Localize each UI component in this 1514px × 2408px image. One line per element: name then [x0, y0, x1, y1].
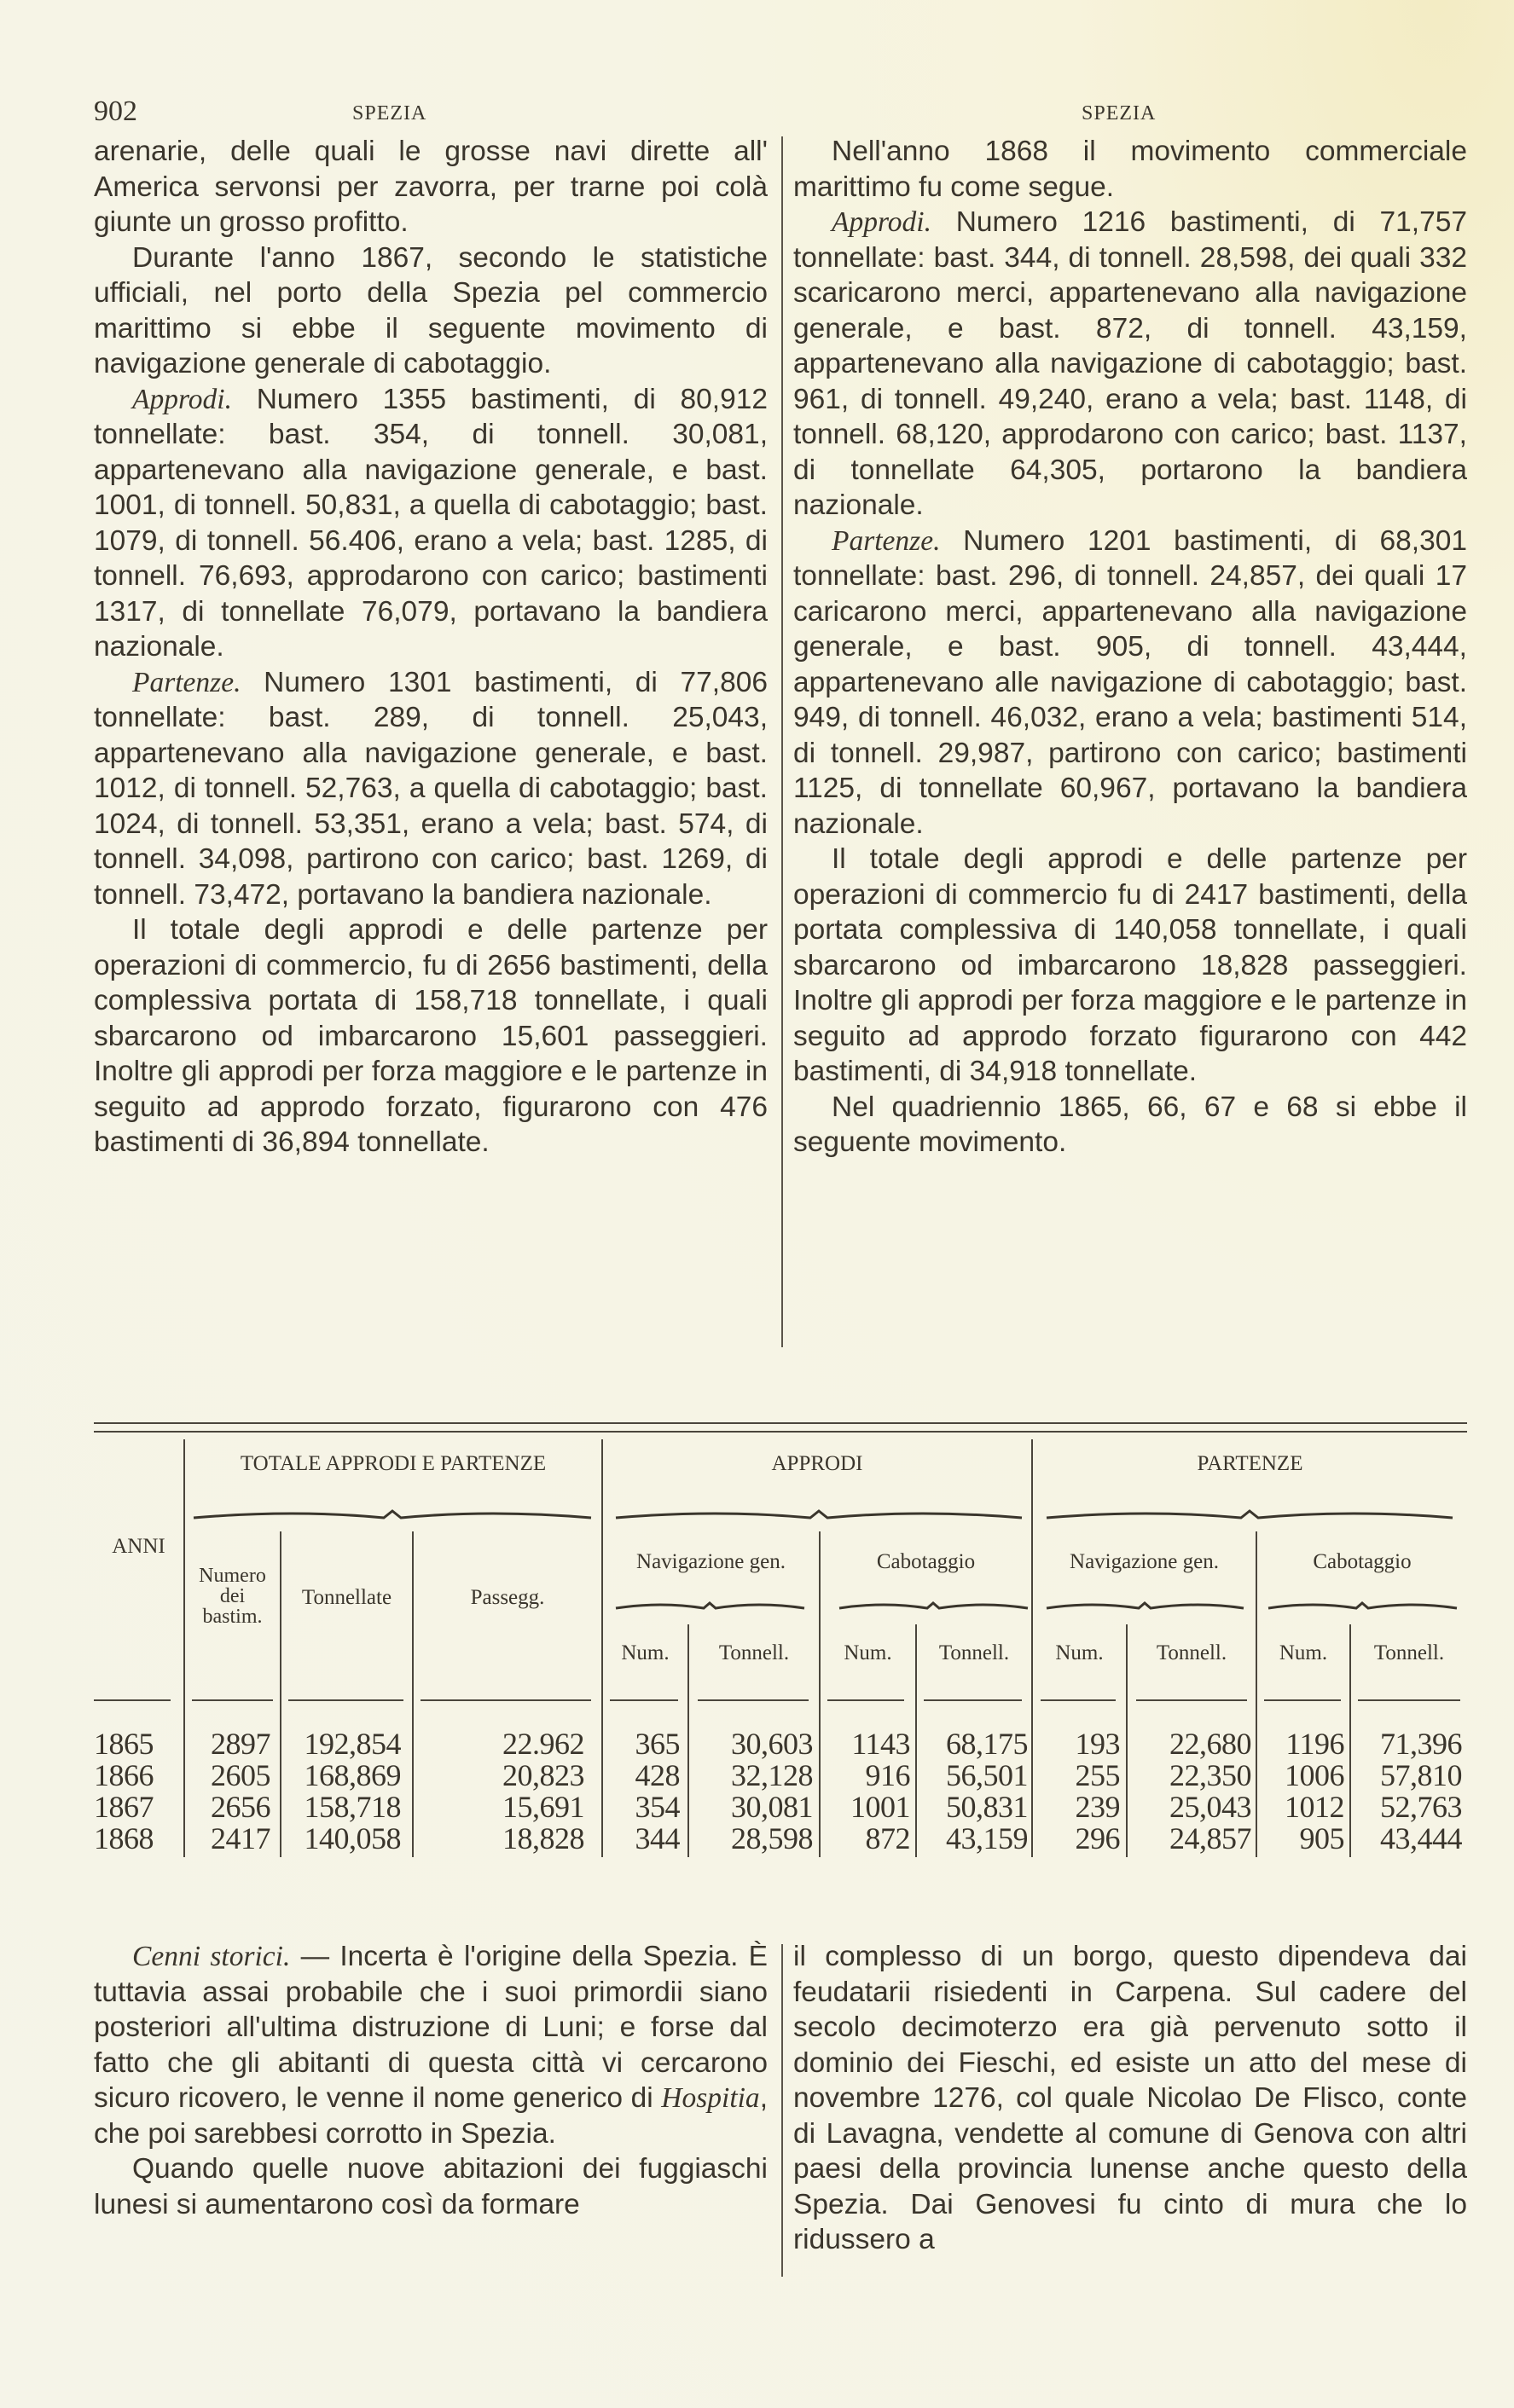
table-top-rule: [94, 1422, 1467, 1424]
paragraph-approdi-1868: Approdi. Numero 1216 bastimenti, di 71,757 tonnellate: bast. 344, di tonnell. 28,598, dei quali 332 scaricarono merci, appartenevano alla navigazione generale, e bast. 872, di tonnell. 43,159, appartenevano alla navigazione di cabotaggio; bast. 961, di tonnell. 49,240, erano a vela; bast. 1148, di tonnell. 68,120, approdarono con carico; bast. 1137, di tonnellate 64,305, portarono la bandiera nazionale.: [793, 206, 1467, 521]
right-column-bottom: [793, 1939, 1467, 2258]
left-column-top: [94, 134, 768, 1161]
header-rule: [1136, 1699, 1247, 1701]
paragraph-lead: Cenni storici.: [132, 1941, 291, 1972]
paragraph-lead: Approdi.: [132, 383, 232, 415]
header-tonnellate: Tonnellate: [301, 1586, 392, 1609]
paragraph-cenni-storici: Cenni storici. — Incerta è l'origine della Spezia. È tuttavia assai probabile che i suoi primordii siano posteriori all'ultima distruzione di Luni; e forse dal fatto che gli abitanti di questa città vi cercarono sicuro ricovero, le venne il nome generico di Hospitia, che poi sarebbesi corrotto in Spezia.: [94, 1941, 768, 2150]
paragraph: Il totale degli approdi e delle partenze per operazioni di commercio, fu di 2656 bastimenti, della complessiva portata di 158,718 tonnellate, i quali sbarcarono od imbarcarono 15,601 passeggieri. Inoltre gli approdi per forza maggiore e le partenze in seguito ad approdo forzato, figurarono con 476 bastimenti di 36,894 tonnellate.: [94, 914, 768, 1158]
header-rule: [827, 1699, 904, 1701]
header-partenze-cabotaggio: Cabotaggio: [1313, 1550, 1412, 1573]
running-title-left: SPEZIA: [352, 102, 427, 124]
paragraph: Quando quelle nuove abitazioni dei fuggiaschi lunesi si aumentarono così da formare: [94, 2153, 768, 2220]
header-passegg: Passegg.: [470, 1586, 545, 1609]
header-totale: TOTALE APPRODI E PARTENZE: [240, 1452, 547, 1475]
paragraph: Nell'anno 1868 il movimento commerciale marittimo fu come segue.: [793, 136, 1467, 203]
header-anni: ANNI: [112, 1535, 165, 1558]
brace-icon: [1045, 1600, 1245, 1617]
header-tonnell: Tonnell.: [718, 1641, 790, 1664]
header-rule: [610, 1699, 678, 1701]
statistics-table: ANNI TOTALE APPRODI E PARTENZE APPRODI PARTENZE Numero dei bastim. Tonnellate Passegg. Navigazione gen. Cabotaggio Navigazione gen. Cabotaggio Num. Tonnell. Num. Tonnell. Num. Tonnell. Num. Tonnell. 1865 2897 192,854 22.962 365 30,603 1143 68,175 193 22,680 1196 71,396 1866 2605 168,869 20,823 428 32,128 916 56,501 255 22,350 1006 57,810 1867 2656 158,718 15,691 354 30,081 1001 50,831 239 25,043 1012 52,763 1868 2417 140,058 18,828 344 28,598 872 43,159 296 24,857 905 43,444: [94, 1422, 1467, 1866]
header-approdi: APPRODI: [771, 1452, 863, 1475]
header-tonnell: Tonnell.: [1156, 1641, 1227, 1664]
header-partenze: PARTENZE: [1197, 1452, 1303, 1475]
brace-icon: [614, 1508, 1024, 1528]
paragraph-partenze-1867: Partenze. Numero 1301 bastimenti, di 77,806 tonnellate: bast. 289, di tonnell. 25,043, appartenevano alla navigazione generale, e bast. 1012, di tonnell. 52,763, a quella di cabotaggio; bast. 1024, di tonnell. 53,351, erano a vela; bast. 574, di tonnell. 34,098, partirono con carico; bast. 1269, di tonnell. 73,472, portavano la bandiera nazionale.: [94, 666, 768, 911]
header-rule: [94, 1699, 171, 1701]
header-num: Num.: [1279, 1641, 1328, 1664]
left-column-bottom: [94, 1939, 768, 2222]
paragraph-lead: Partenze.: [132, 666, 241, 698]
paragraph-partenze-1868: Partenze. Numero 1201 bastimenti, di 68,301 tonnellate: bast. 296, di tonnell. 24,857, dei quali 17 caricarono merci, appartenevano alla navigazione generale, e bast. 905, di tonnell. 43,444, appartenevano alle navigazione di cabotaggio; bast. 949, di tonnell. 46,032, erano a vela; bastimenti 514, di tonnell. 29,987, partirono con carico; bastimenti 1125, di tonnellate 60,967, portavano la bandiera nazionale.: [793, 524, 1467, 840]
table-top-rule: [94, 1431, 1467, 1433]
column-divider: [781, 136, 783, 1347]
header-rule: [1264, 1699, 1341, 1701]
header-rule: [924, 1699, 1022, 1701]
brace-icon: [1267, 1600, 1459, 1617]
header-approdi-navigazione: Navigazione gen.: [636, 1550, 786, 1573]
header-tonnell: Tonnell.: [1373, 1641, 1445, 1664]
header-approdi-cabotaggio: Cabotaggio: [876, 1550, 976, 1573]
paragraph: Il totale degli approdi e delle partenze per operazioni di commercio fu di 2417 bastimenti, della portata complessiva di 140,058 tonnellate, i quali sbarcarono od imbarcarono 18,828 passeggieri. Inoltre gli approdi per forza maggiore e le partenze in seguito ad approdo forzato figurarono con 442 bastimenti, di 34,918 tonnellate.: [793, 843, 1467, 1087]
running-title-right: SPEZIA: [1082, 102, 1157, 124]
header-rule: [1358, 1699, 1460, 1701]
paragraph-lead: Approdi.: [832, 206, 931, 238]
brace-icon: [614, 1600, 806, 1617]
header-rule: [698, 1699, 809, 1701]
right-column-top: [793, 134, 1467, 1161]
paragraph: Durante l'anno 1867, secondo le statistiche ufficiali, nel porto della Spezia pel commercio marittimo si ebbe il seguente movimento di navigazione generale di cabotaggio.: [94, 241, 768, 379]
paragraph: arenarie, delle quali le grosse navi dirette all' America servonsi per zavorra, per trarne poi colà giunte un grosso profitto.: [94, 136, 768, 238]
header-partenze-navigazione: Navigazione gen.: [1070, 1550, 1219, 1573]
header-rule: [192, 1699, 273, 1701]
header-num: Num.: [1055, 1641, 1104, 1664]
header-numero-bastim: Numero dei bastim.: [199, 1565, 266, 1628]
brace-icon: [192, 1508, 593, 1528]
paragraph: il complesso di un borgo, questo dipendeva dai feudatarii risiedenti in Carpena. Sul cadere del secolo decimoterzo era già pervenuto sotto il dominio dei Fieschi, ed esiste un atto del mese di novembre 1276, col quale Nicolao De Flisco, conte di Lavagna, vendette al comune di Genova con altri paesi della provincia lunense anche questo della Spezia. Dai Genovesi fu cinto di mura che lo ridussero a: [793, 1941, 1467, 2255]
page-number: 902: [94, 96, 137, 127]
paragraph-lead: Partenze.: [832, 524, 941, 557]
header-num: Num.: [844, 1641, 892, 1664]
brace-icon: [838, 1600, 1030, 1617]
header-rule: [288, 1699, 403, 1701]
page-header: [94, 96, 1467, 130]
brace-icon: [1045, 1508, 1454, 1528]
header-rule: [1041, 1699, 1116, 1701]
header-tonnell: Tonnell.: [938, 1641, 1010, 1664]
paragraph: Nel quadriennio 1865, 66, 67 e 68 si ebbe il seguente movimento.: [793, 1091, 1467, 1158]
paragraph-approdi-1867: Approdi. Numero 1355 bastimenti, di 80,912 tonnellate: bast. 354, di tonnell. 30,081, appartenevano alla navigazione generale, e bast. 1001, di tonnell. 50,831, a quella di cabotaggio; bast. 1079, di tonnell. 56.406, erano a vela; bast. 1285, di tonnell. 76,693, approdarono con carico; bastimenti 1317, di tonnellate 76,079, portavano la bandiera nazionale.: [94, 383, 768, 663]
column-divider: [781, 1944, 783, 2277]
header-num: Num.: [621, 1641, 670, 1664]
header-rule: [421, 1699, 591, 1701]
